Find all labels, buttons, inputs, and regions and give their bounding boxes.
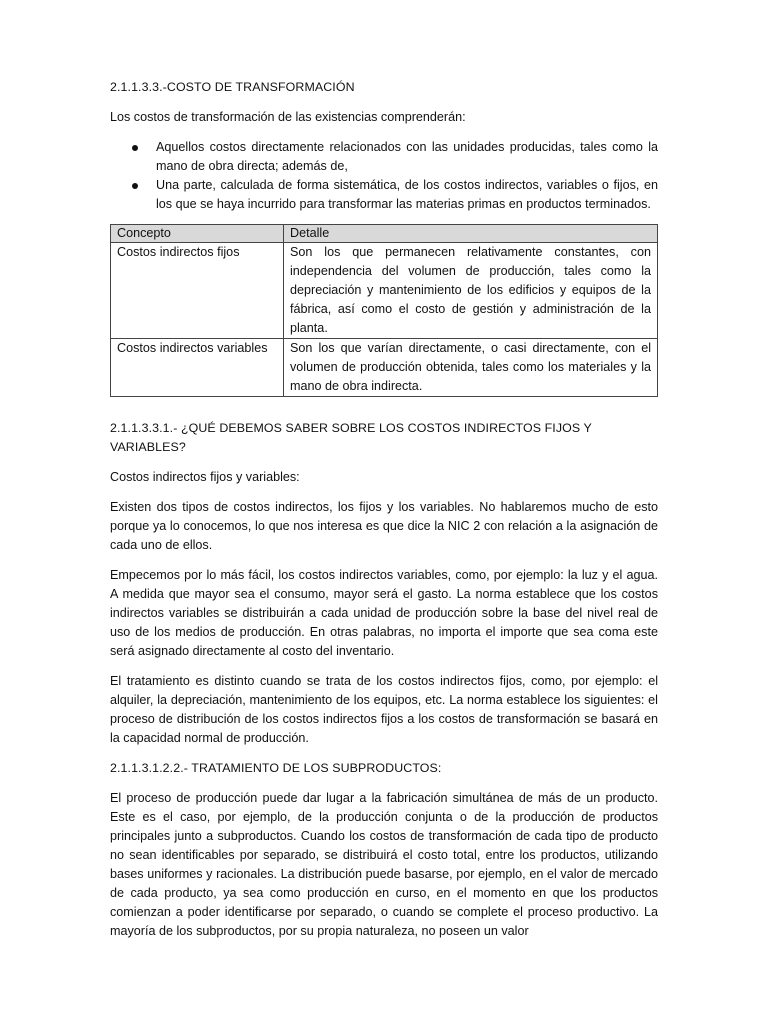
body-paragraph: El tratamiento es distinto cuando se trata de los costos indirectos fijos, como, por ejemplo: el alquiler, la depreciación, mantenimiento de los equipos, etc. La norma establece los siguientes: el proceso de distribución de los costos indirectos fijos a los costos de transformación se basará en la capacidad normal de producción. xyxy=(110,674,658,745)
subsection-1-lead: Costos indirectos fijos y variables: xyxy=(110,470,300,484)
table-row xyxy=(111,243,658,339)
table-header-detail: Detalle xyxy=(284,225,658,243)
bullet-text: Una parte, calculada de forma sistemática, de los costos indirectos, variables o fijos, en los que se haya incurrido para transformar las materias primas en productos terminados. xyxy=(156,178,658,211)
table-row xyxy=(111,339,658,397)
bullet-list xyxy=(110,138,658,214)
bullet-item xyxy=(110,176,658,214)
bullet-icon xyxy=(132,183,138,189)
subsection-2-title: 2.1.1.3.1.2.2.- TRATAMIENTO DE LOS SUBPRODUCTOS: xyxy=(110,761,442,775)
bullet-item xyxy=(110,138,658,176)
subsection-1-title: 2.1.1.3.3.1.- ¿QUÉ DEBEMOS SABER SOBRE LOS COSTOS INDIRECTOS FIJOS Y VARIABLES? xyxy=(110,421,592,454)
table-header-row xyxy=(111,225,658,243)
concepts-table xyxy=(110,224,658,397)
table-cell-detail: Son los que varían directamente, o casi directamente, con el volumen de producción obtenida, tales como los materiales y la mano de obra indirecta. xyxy=(284,339,658,397)
body-paragraph: Empecemos por lo más fácil, los costos indirectos variables, como, por ejemplo: la luz y el agua. A medida que mayor sea el consumo, mayor será el gasto. La norma establece que los costos indirectos variables se distribuirán a cada unidad de producción sobre la base del nivel real de uso de los medios de producción. En otras palabras, no importa el importe que sea coma este será asignado directamente al costo del inventario. xyxy=(110,568,658,658)
section-title: 2.1.1.3.3.-COSTO DE TRANSFORMACIÓN xyxy=(110,80,355,94)
table-cell-concept: Costos indirectos fijos xyxy=(111,243,284,339)
bullet-text: Aquellos costos directamente relacionados con las unidades producidas, tales como la mano de obra directa; además de, xyxy=(156,140,658,173)
table-cell-concept: Costos indirectos variables xyxy=(111,339,284,397)
bullet-icon xyxy=(132,145,138,151)
intro-paragraph: Los costos de transformación de las existencias comprenderán: xyxy=(110,110,466,124)
table-cell-detail: Son los que permanecen relativamente constantes, con independencia del volumen de producción, tales como la depreciación y mantenimiento de los edificios y equipos de la fábrica, así como el costo de gestión y administración de la planta. xyxy=(284,243,658,339)
table-header-concept: Concepto xyxy=(111,225,284,243)
document-page xyxy=(110,78,658,952)
body-paragraph: El proceso de producción puede dar lugar a la fabricación simultánea de más de un producto. Este es el caso, por ejemplo, de la producción conjunta o de la producción de productos principales junto a subproductos. Cuando los costos de transformación de cada tipo de producto no sean identificables por separado, se distribuirá el costo total, entre los productos, utilizando bases uniformes y racionales. La distribución puede basarse, por ejemplo, en el valor de mercado de cada producto, ya sea como producción en curso, en el momento en que los productos comienzan a poder identificarse por separado, o cuando se complete el proceso productivo. La mayoría de los subproductos, por su propia naturaleza, no poseen un valor xyxy=(110,791,658,938)
body-paragraph: Existen dos tipos de costos indirectos, los fijos y los variables. No hablaremos mucho de esto porque ya lo conocemos, lo que nos interesa es que dice la NIC 2 con relación a la asignación de cada uno de ellos. xyxy=(110,500,658,552)
